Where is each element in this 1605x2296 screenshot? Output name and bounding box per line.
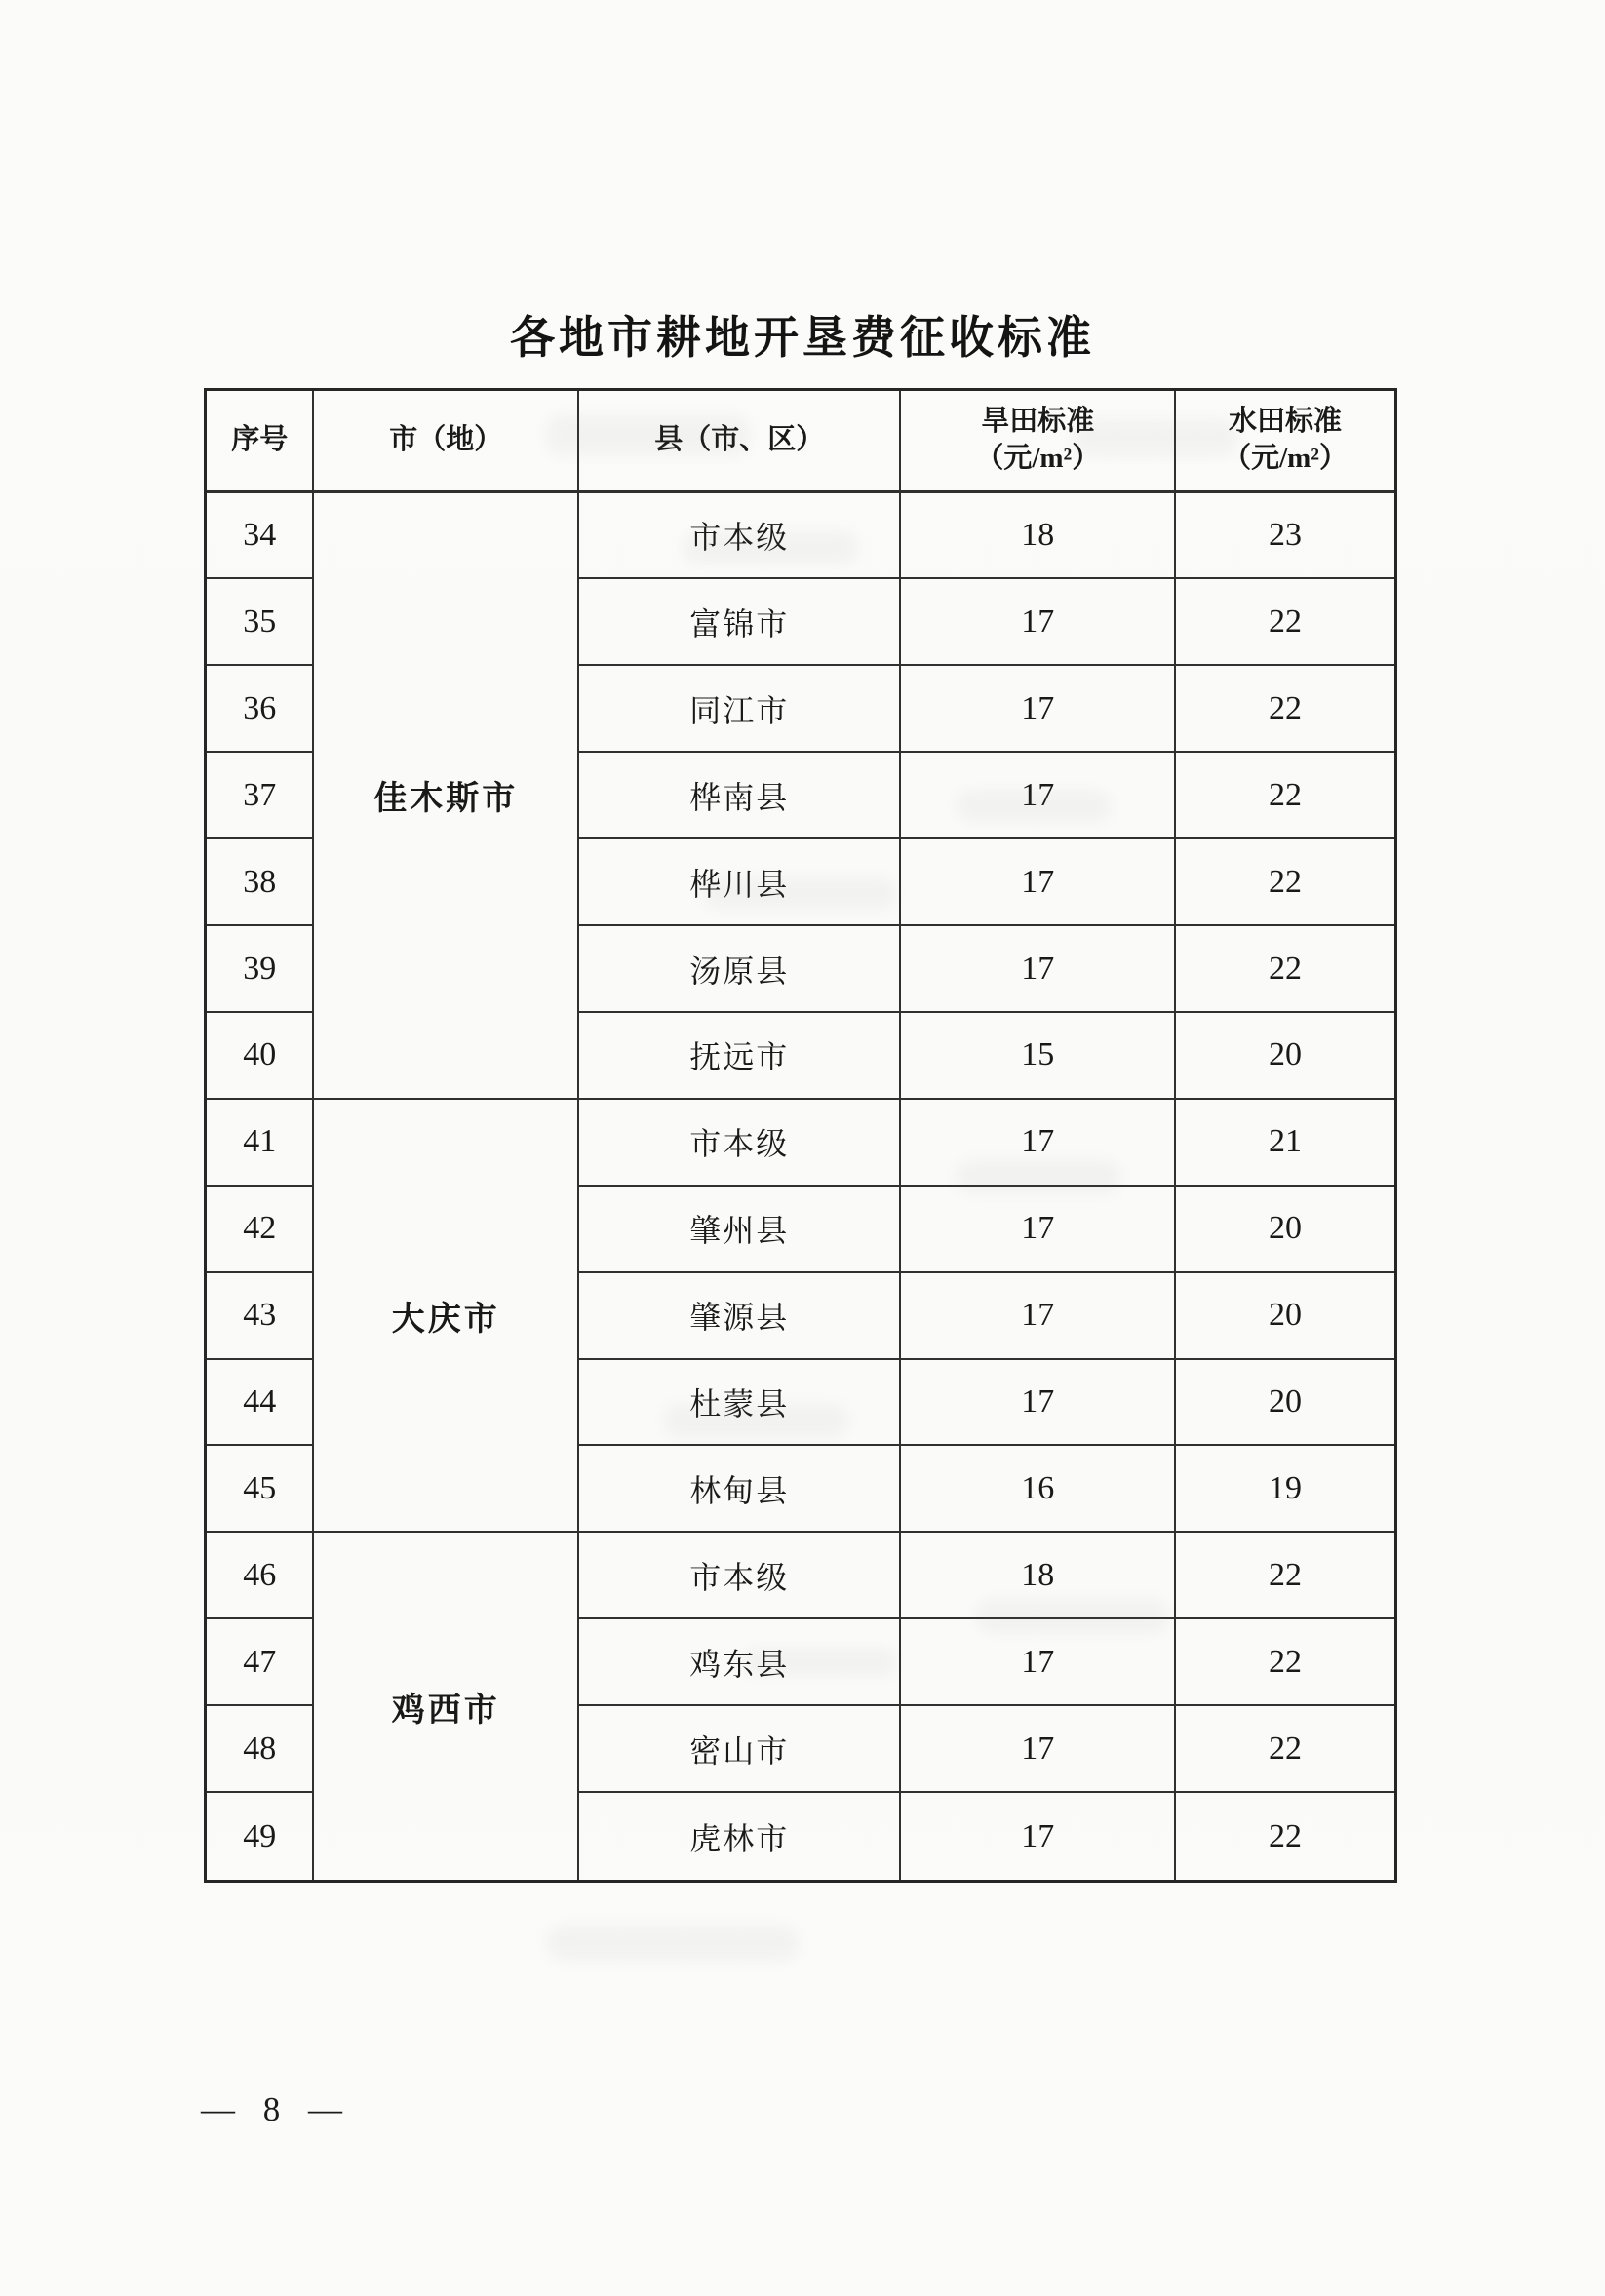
cell-county: 市本级 — [579, 493, 901, 580]
cell-dry-value: 17 — [901, 1793, 1176, 1880]
city-cell-daqing: 大庆市 — [314, 1100, 579, 1534]
cell-no: 39 — [207, 926, 314, 1013]
page-number: — 8 — — [201, 2090, 344, 2128]
cell-no: 40 — [207, 1013, 314, 1100]
cell-county: 汤原县 — [579, 926, 901, 1013]
cell-dry-value: 15 — [901, 1013, 1176, 1100]
cell-paddy-value: 22 — [1176, 666, 1394, 753]
cell-county: 桦川县 — [579, 839, 901, 926]
col-header-city: 市（地） — [314, 391, 579, 493]
cell-dry-value: 17 — [901, 579, 1176, 666]
page-title: 各地市耕地开垦费征收标准 — [510, 313, 1095, 363]
cell-no: 46 — [207, 1533, 314, 1619]
cell-paddy-value: 19 — [1176, 1446, 1394, 1533]
cell-no: 41 — [207, 1100, 314, 1187]
cell-dry-value: 17 — [901, 839, 1176, 926]
cell-no: 34 — [207, 493, 314, 580]
cell-county: 密山市 — [579, 1706, 901, 1793]
cell-paddy-value: 20 — [1176, 1187, 1394, 1273]
cell-no: 47 — [207, 1619, 314, 1706]
cell-county: 林甸县 — [579, 1446, 901, 1533]
cell-dry-value: 17 — [901, 753, 1176, 839]
cell-county: 杜蒙县 — [579, 1360, 901, 1447]
cell-no: 49 — [207, 1793, 314, 1880]
cell-no: 37 — [207, 753, 314, 839]
cell-no: 45 — [207, 1446, 314, 1533]
scan-smudge — [546, 1926, 800, 1961]
cell-no: 44 — [207, 1360, 314, 1447]
cell-paddy-value: 20 — [1176, 1013, 1394, 1100]
cell-paddy-value: 22 — [1176, 839, 1394, 926]
col-header-paddy-line1: 水田标准 — [1229, 406, 1343, 438]
col-header-dry-line2: （元/m²） — [975, 442, 1101, 474]
cell-county: 市本级 — [579, 1533, 901, 1619]
cell-paddy-value: 20 — [1176, 1360, 1394, 1447]
cell-no: 38 — [207, 839, 314, 926]
cell-county: 鸡东县 — [579, 1619, 901, 1706]
cell-dry-value: 17 — [901, 1619, 1176, 1706]
cell-county: 桦南县 — [579, 753, 901, 839]
cell-paddy-value: 22 — [1176, 1706, 1394, 1793]
cell-paddy-value: 22 — [1176, 753, 1394, 839]
cell-no: 48 — [207, 1706, 314, 1793]
city-cell-jiamusi: 佳木斯市 — [314, 493, 579, 1100]
cell-paddy-value: 23 — [1176, 493, 1394, 580]
col-header-paddy-line2: （元/m²） — [1223, 442, 1348, 474]
city-cell-jixi: 鸡西市 — [314, 1533, 579, 1880]
cell-county: 抚远市 — [579, 1013, 901, 1100]
cell-dry-value: 16 — [901, 1446, 1176, 1533]
cell-dry-value: 17 — [901, 1360, 1176, 1447]
col-header-dry-line1: 旱田标准 — [981, 406, 1095, 438]
col-header-county: 县（市、区） — [579, 391, 901, 493]
cell-dry-value: 17 — [901, 1273, 1176, 1360]
fee-standards-table — [204, 388, 1397, 1883]
cell-dry-value: 17 — [901, 666, 1176, 753]
cell-county: 市本级 — [579, 1100, 901, 1187]
cell-county: 同江市 — [579, 666, 901, 753]
cell-dry-value: 17 — [901, 1706, 1176, 1793]
cell-county: 肇州县 — [579, 1187, 901, 1273]
cell-paddy-value: 22 — [1176, 1619, 1394, 1706]
cell-no: 36 — [207, 666, 314, 753]
cell-dry-value: 17 — [901, 1187, 1176, 1273]
cell-dry-value: 18 — [901, 1533, 1176, 1619]
cell-no: 42 — [207, 1187, 314, 1273]
cell-dry-value: 17 — [901, 926, 1176, 1013]
col-header-paddy-field — [1176, 391, 1394, 493]
cell-county: 富锦市 — [579, 579, 901, 666]
cell-paddy-value: 22 — [1269, 1817, 1303, 1854]
col-header-no: 序号 — [207, 391, 314, 493]
cell-paddy-value: 20 — [1176, 1273, 1394, 1360]
cell-no: 43 — [207, 1273, 314, 1360]
cell-paddy-value: 21 — [1176, 1100, 1394, 1187]
cell-no: 35 — [207, 579, 314, 666]
cell-dry-value: 17 — [901, 1100, 1176, 1187]
cell-paddy-value: 22 — [1176, 926, 1394, 1013]
cell-paddy-value: 22 — [1176, 1533, 1394, 1619]
cell-county: 虎林市 — [579, 1793, 901, 1880]
cell-county: 肇源县 — [579, 1273, 901, 1360]
cell-paddy-value: 22 — [1176, 579, 1394, 666]
cell-dry-value: 18 — [901, 493, 1176, 580]
col-header-dry-field — [901, 391, 1176, 493]
